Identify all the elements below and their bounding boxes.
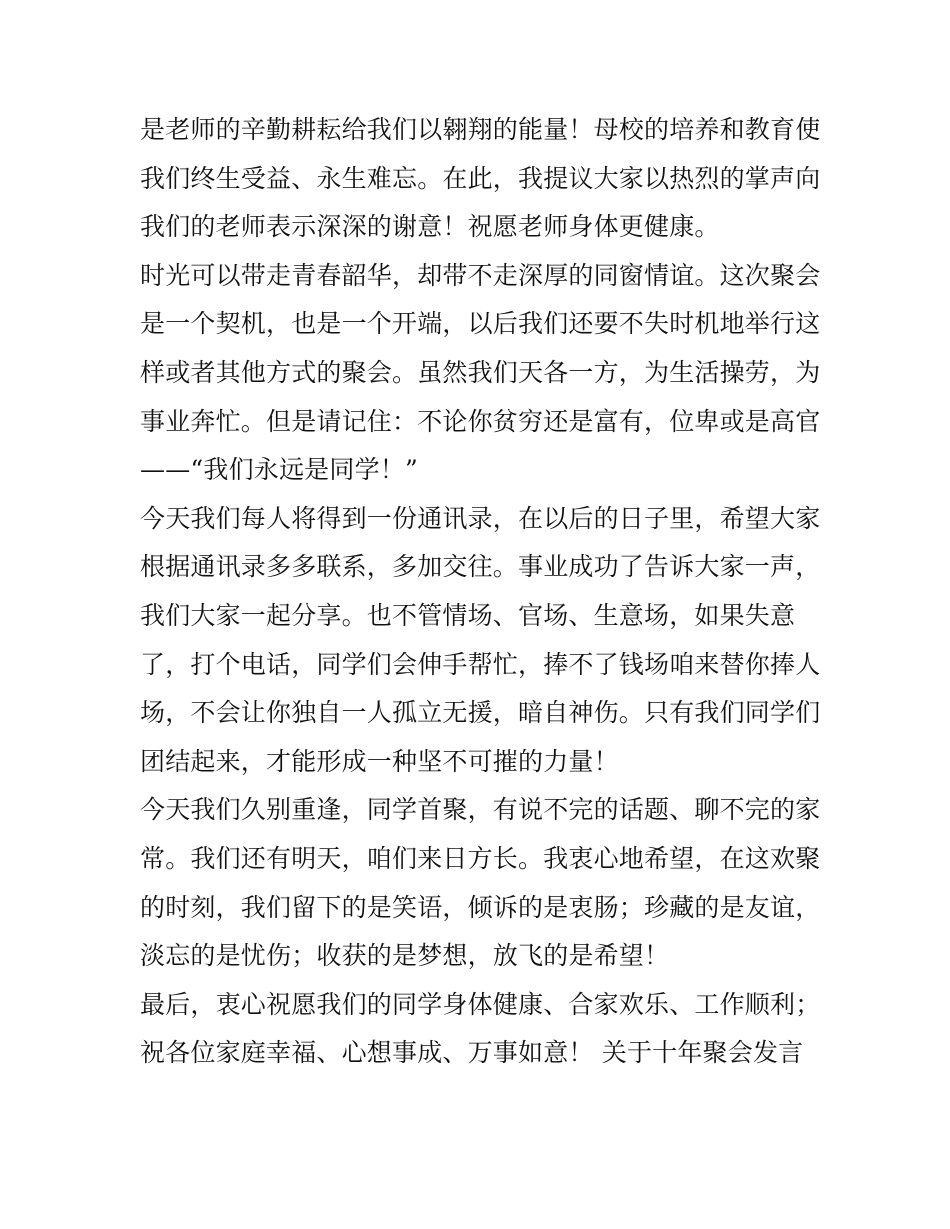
text-line: 时光可以带走青春韶华，却带不走深厚的同窗情谊。这次聚会 (140, 260, 821, 290)
speech-body-text (140, 106, 820, 1078)
text-line: 的时刻，我们留下的是笑语，倾诉的是衷肠；珍藏的是友谊， (140, 892, 821, 922)
text-line: 了，打个电话，同学们会伸手帮忙，捧不了钱场咱来替你捧人 (140, 649, 821, 679)
text-line: 最后，衷心祝愿我们的同学身体健康、合家欢乐、工作顺利； (140, 989, 821, 1019)
text-line: 根据通讯录多多联系，多加交往。事业成功了告诉大家一声， (140, 552, 821, 582)
text-line: 今天我们每人将得到一份通讯录，在以后的日子里，希望大家 (140, 503, 821, 533)
text-line: 常。我们还有明天，咱们来日方长。我衷心地希望，在这欢聚 (140, 843, 821, 873)
text-line: 今天我们久别重逢，同学首聚，有说不完的话题、聊不完的家 (140, 795, 821, 825)
text-line: 我们大家一起分享。也不管情场、官场、生意场，如果失意 (140, 600, 796, 630)
text-line: 我们的老师表示深深的谢意！祝愿老师身体更健康。 (140, 212, 720, 242)
text-line: 淡忘的是忧伤；收获的是梦想，放飞的是希望！ (140, 941, 670, 971)
text-line: 我们终生受益、永生难忘。在此，我提议大家以热烈的掌声向 (140, 163, 821, 193)
text-line: 样或者其他方式的聚会。虽然我们天各一方，为生活操劳，为 (140, 357, 821, 387)
text-line: 团结起来，才能形成一种坚不可摧的力量！ (140, 746, 619, 776)
text-line: ——“我们永远是同学！” (140, 455, 418, 485)
text-line: 事业奔忙。但是请记住：不论你贫穷还是富有，位卑或是高官 (140, 406, 821, 436)
text-line: 祝各位家庭幸福、心想事成、万事如意！ 关于十年聚会发言 (140, 1038, 804, 1068)
text-line: 是老师的辛勤耕耘给我们以翱翔的能量！母校的培养和教育使 (140, 115, 821, 144)
text-line: 场，不会让你独自一人孤立无援，暗自神伤。只有我们同学们 (140, 698, 821, 728)
text-line: 是一个契机，也是一个开端，以后我们还要不失时机地举行这 (140, 309, 821, 339)
